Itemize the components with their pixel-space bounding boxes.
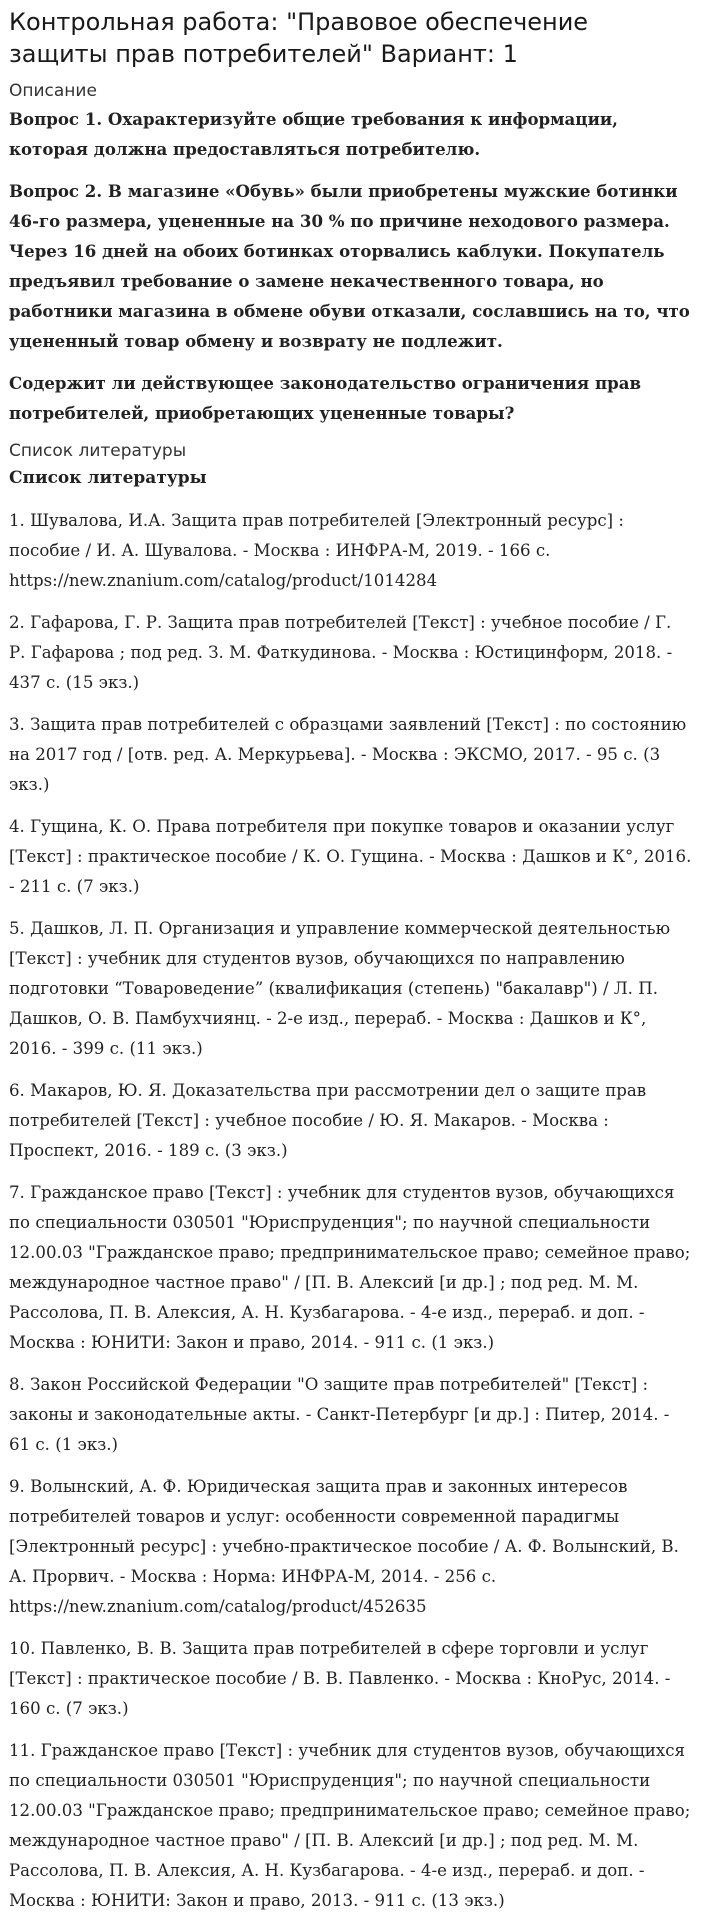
reference-item: 4. Гущина, К. О. Права потребителя при покупке товаров и оказании услуг [Текст] : практическое пособие / К. О. Гущина. - Москва : Дашков и К°, 2016. - 211 с. (7 экз.) [9, 817, 692, 896]
question-1: Вопрос 1. Охарактеризуйте общие требования к информации, которая должна предоставляться потребителю. [9, 109, 618, 159]
reference-item: 10. Павленко, В. В. Защита прав потребителей в сфере торговли и услуг [Текст] : практическое пособие / В. В. Павленко. - Москва : КноРус, 2014. - 160 с. (7 экз.) [9, 1639, 671, 1718]
references-label: Список литературы [9, 441, 187, 461]
reference-item: 1. Шувалова, И.А. Защита прав потребителей [Электронный ресурс] : пособие / И. А. Шувалова. - Москва : ИНФРА-М, 2019. - 166 с. https://new.znanium.com/catalog/product/1014284 [9, 511, 625, 590]
references-heading: Список литературы [9, 468, 207, 488]
question-2: Вопрос 2. В магазине «Обувь» были приобретены мужские ботинки 46-го размера, уцененные на 30 % по причине неходового размера. Через 16 дней на обоих ботинках оторвались каблуки. Покупатель предъявил требование о замене некачественного товара, но работники магазина в обмене обуви отказали, сославшись на то, что уцененный товар обмену и возврату не подлежит. [9, 181, 690, 351]
reference-item: 6. Макаров, Ю. Я. Доказательства при рассмотрении дел о защите прав потребителей [Текст] : учебное пособие / Ю. Я. Макаров. - Москва : Проспект, 2016. - 189 с. (3 экз.) [9, 1081, 647, 1160]
reference-item: 11. Гражданское право [Текст] : учебник для студентов вузов, обучающихся по специальности 030501 "Юриспруденция"; по научной специальности 12.00.03 "Гражданское право; предпринимательское право; семейное право; международное частное право" / [П. В. Алексий [и др.] ; под ред. М. М. Рассолова, П. В. Алексия, А. Н. Кузбагарова. - 4-е изд., перераб. и доп. - Москва : ЮНИТИ: Закон и право, 2013. - 911 с. (13 экз.) [9, 1741, 691, 1910]
reference-item: 3. Защита прав потребителей с образцами заявлений [Текст] : по состоянию на 2017 год / [отв. ред. А. Меркурьева]. - Москва : ЭКСМО, 2017. - 95 с. (3 экз.) [9, 715, 687, 794]
reference-item: 9. Волынский, А. Ф. Юридическая защита прав и законных интересов потребителей товаров и услуг: особенности современной парадигмы [Электронный ресурс] : учебно-практическое пособие / А. Ф. Волынский, В. А. Прорвич. - Москва : Норма: ИНФРА-М, 2014. - 256 с. https://new.znanium.com/catalog/product/452635 [9, 1477, 679, 1616]
description-label: Описание [9, 81, 97, 101]
page-title: Контрольная работа: "Правовое обеспечение защиты прав потребителей" Вариант: 1 [9, 8, 589, 68]
reference-item: 5. Дашков, Л. П. Организация и управление коммерческой деятельностью [Текст] : учебник для студентов вузов, обучающихся по направлению подготовки “Товароведение” (квалификация (степень) "бакалавр") / Л. П. Дашков, О. В. Памбухчиянц. - 2-е изд., перераб. - Москва : Дашков и К°, 2016. - 399 с. (11 экз.) [9, 919, 671, 1058]
reference-item: 8. Закон Российской Федерации "О защите прав потребителей" [Текст] : законы и законодательные акты. - Санкт-Петербург [и др.] : Питер, 2014. - 61 с. (1 экз.) [9, 1375, 670, 1454]
reference-item: 2. Гафарова, Г. Р. Защита прав потребителей [Текст] : учебное пособие / Г. Р. Гафарова ; под ред. З. М. Фаткудинова. - Москва : Юстицинформ, 2018. - 437 с. (15 экз.) [9, 613, 673, 692]
reference-item: 7. Гражданское право [Текст] : учебник для студентов вузов, обучающихся по специальности 030501 "Юриспруденция"; по научной специальности 12.00.03 "Гражданское право; предпринимательское право; семейное право; международное частное право" / [П. В. Алексий [и др.] ; под ред. М. М. Рассолова, П. В. Алексия, А. Н. Кузбагарова. - 4-е изд., перераб. и доп. - Москва : ЮНИТИ: Закон и право, 2014. - 911 с. (1 экз.) [9, 1183, 691, 1352]
question-2-followup: Содержит ли действующее законодательство ограничения прав потребителей, приобретающих уцененные товары? [9, 373, 641, 423]
